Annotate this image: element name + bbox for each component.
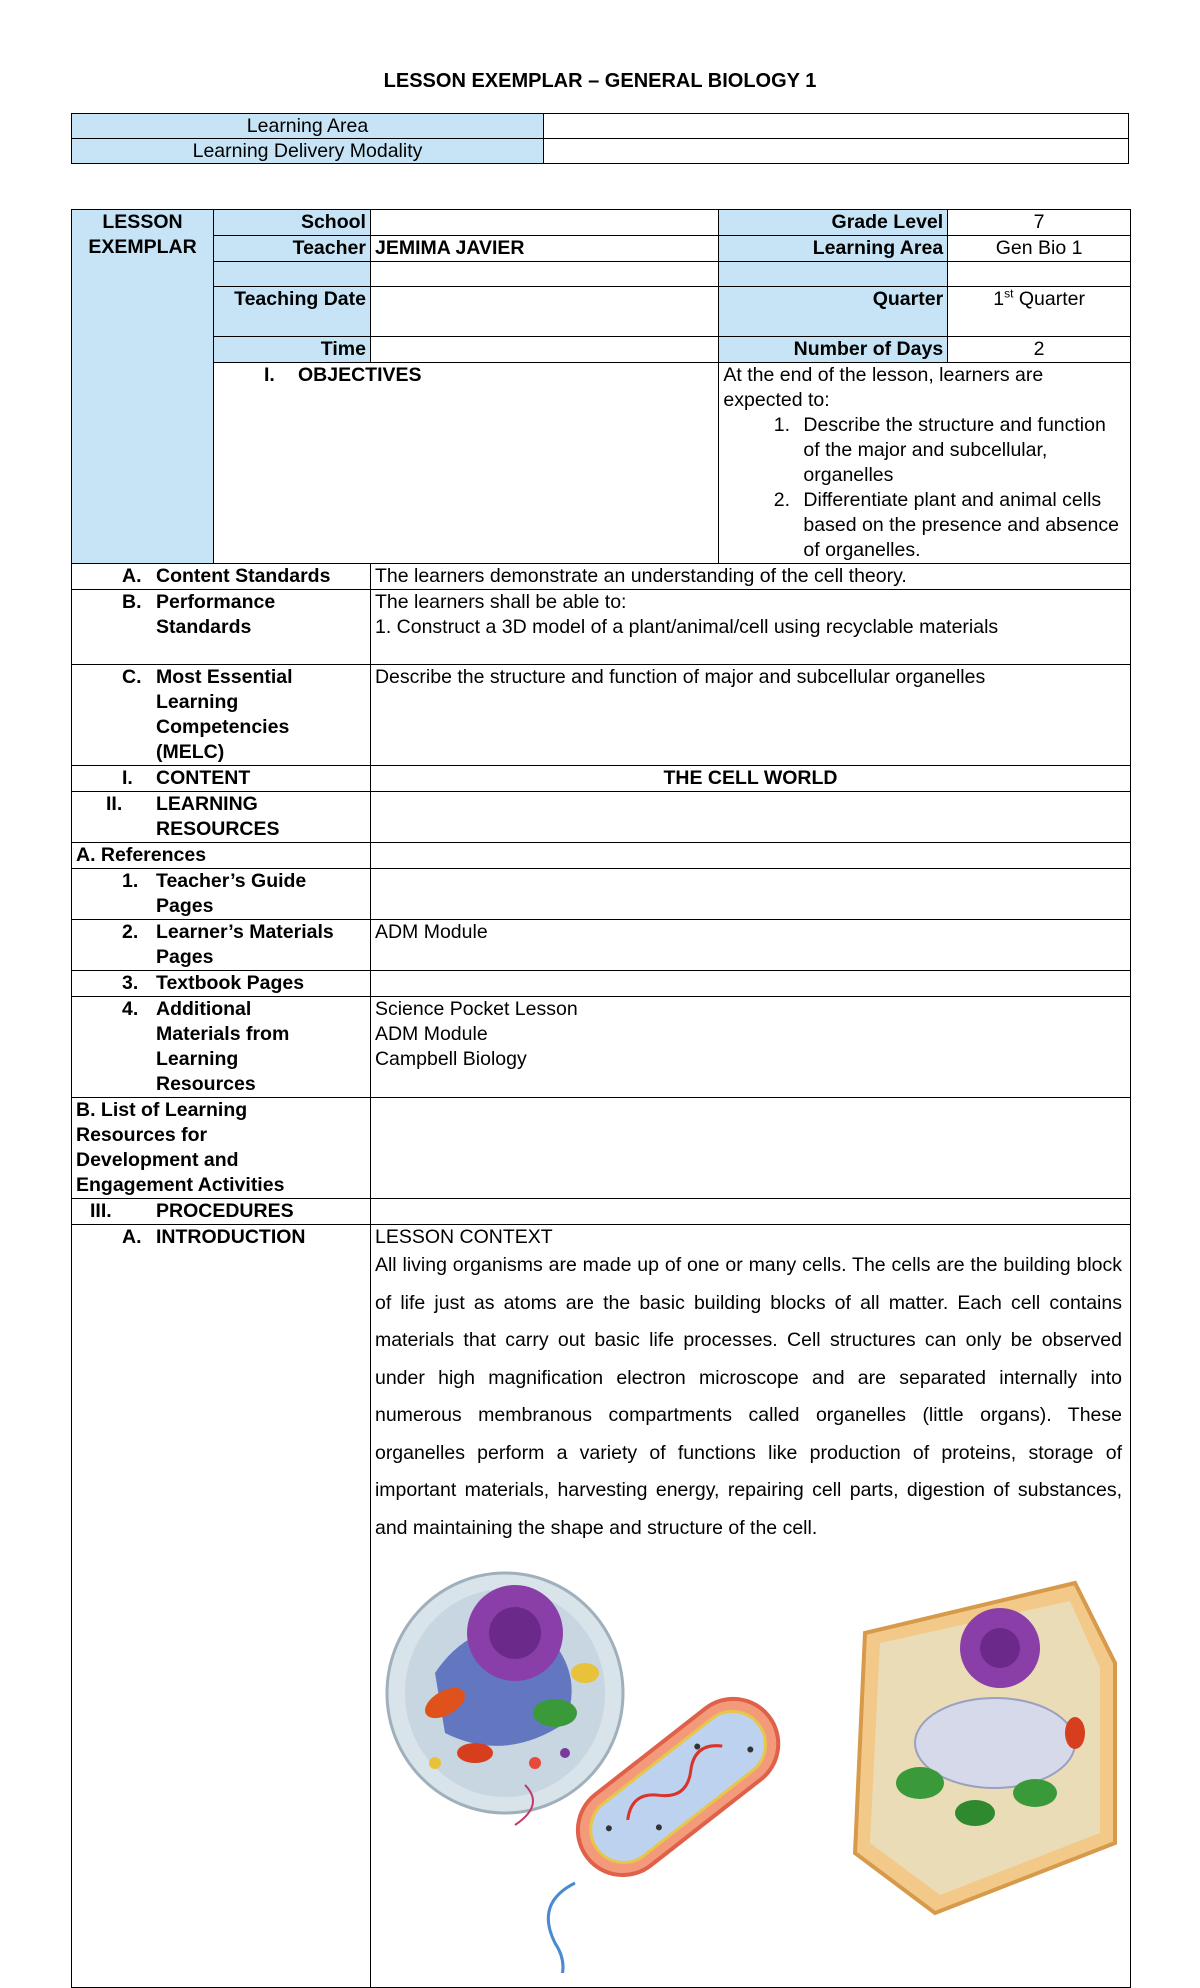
content-standards-label: A. Content Standards [72, 564, 371, 590]
introduction-label: A. INTRODUCTION [72, 1225, 371, 1988]
teacher-value: JEMIMA JAVIER [370, 236, 718, 262]
time-value [370, 337, 718, 363]
objective-item: 1. Describe the structure and function of the major and subcellular, organelles [795, 413, 1126, 488]
page-title: LESSON EXEMPLAR – GENERAL BIOLOGY 1 [383, 70, 817, 92]
learning-area-value [544, 114, 1129, 139]
learning-resources-value [370, 792, 1130, 843]
teachers-guide-value [370, 869, 1130, 920]
melc-value: Describe the structure and function of major and subcellular organelles [370, 665, 1130, 766]
blank-cell [719, 262, 948, 287]
references-value [370, 843, 1130, 869]
list-resources-label: B. List of Learning Resources for Development and Engagement Activities [72, 1098, 371, 1199]
lesson-context-body: All living organisms are made up of one or many cells. The cells are the building block of life just as atoms are the basic building blocks of all matter. Each cell contains materials that carry out basic life processes. Cell structures can only be observed under high magnification electron microscope and are separated internally into numerous membranous compartments called organelles (little organs). These organelles perform a variety of functions like production of proteins, storage of important materials, harvesting energy, repairing cell parts, digestion of substances, and maintaining the shape and structure of the cell. [374, 1254, 1122, 1539]
learning-area-header-value: Gen Bio 1 [948, 236, 1131, 262]
content-value: THE CELL WORLD [370, 766, 1130, 792]
days-value: 2 [948, 337, 1131, 363]
lesson-exemplar-table [71, 209, 1131, 1988]
learning-resources-label: II. LEARNING RESOURCES [72, 792, 371, 843]
delivery-modality-label: Learning Delivery Modality [72, 139, 544, 164]
objectives-value: At the end of the lesson, learners are expected to: 1. Describe the structure and function of the major and subcellular, organelles 2. Differentiate plant and animal cells based on the presence and absence of organelles. [719, 363, 1131, 564]
grade-level-label: Grade Level [719, 210, 948, 236]
plant-cell-illustration [375, 1553, 1125, 1973]
content-standards-value: The learners demonstrate an understanding of the cell theory. [370, 564, 1130, 590]
objectives-label: I. OBJECTIVES [213, 363, 718, 564]
performance-standards-label: B. Performance Standards [72, 590, 371, 665]
school-value [370, 210, 718, 236]
cell-illustrations [375, 1553, 1122, 1973]
melc-label: C. Most Essential Learning Competencies (MELC) [72, 665, 371, 766]
learning-area-table [71, 113, 1129, 164]
blank-cell [948, 262, 1131, 287]
lesson-exemplar-label: LESSON EXEMPLAR [72, 210, 214, 564]
textbook-pages-label: 3. Textbook Pages [72, 971, 371, 997]
procedures-value [370, 1199, 1130, 1225]
learning-area-header-label: Learning Area [719, 236, 948, 262]
time-label: Time [213, 337, 370, 363]
learners-materials-label: 2. Learner’s Materials Pages [72, 920, 371, 971]
quarter-value: 1st Quarter [948, 287, 1131, 337]
quarter-label: Quarter [719, 287, 948, 337]
introduction-value [370, 1225, 1130, 1988]
textbook-pages-value [370, 971, 1130, 997]
lesson-context-heading: LESSON CONTEXT [374, 1226, 553, 1248]
content-label: I. CONTENT [72, 766, 371, 792]
days-label: Number of Days [719, 337, 948, 363]
objective-item: 2. Differentiate plant and animal cells based on the presence and absence of organelles. [795, 488, 1126, 563]
teacher-label: Teacher [213, 236, 370, 262]
list-resources-value [370, 1098, 1130, 1199]
grade-level-value: 7 [948, 210, 1131, 236]
additional-materials-label: 4. Additional Materials from Learning Resources [72, 997, 371, 1098]
references-label: A. References [72, 843, 371, 869]
delivery-modality-value [544, 139, 1129, 164]
blank-cell [213, 262, 370, 287]
school-label: School [213, 210, 370, 236]
learning-area-label: Learning Area [72, 114, 544, 139]
learners-materials-value: ADM Module [370, 920, 1130, 971]
teaching-date-label: Teaching Date [213, 287, 370, 337]
teachers-guide-label: 1. Teacher’s Guide Pages [72, 869, 371, 920]
teaching-date-value [370, 287, 718, 337]
blank-cell [370, 262, 718, 287]
procedures-label: III. PROCEDURES [72, 1199, 371, 1225]
performance-standards-value: The learners shall be able to: 1. Construct a 3D model of a plant/animal/cell using recyclable materials [370, 590, 1130, 665]
additional-materials-value: Science Pocket Lesson ADM Module Campbell Biology [370, 997, 1130, 1098]
